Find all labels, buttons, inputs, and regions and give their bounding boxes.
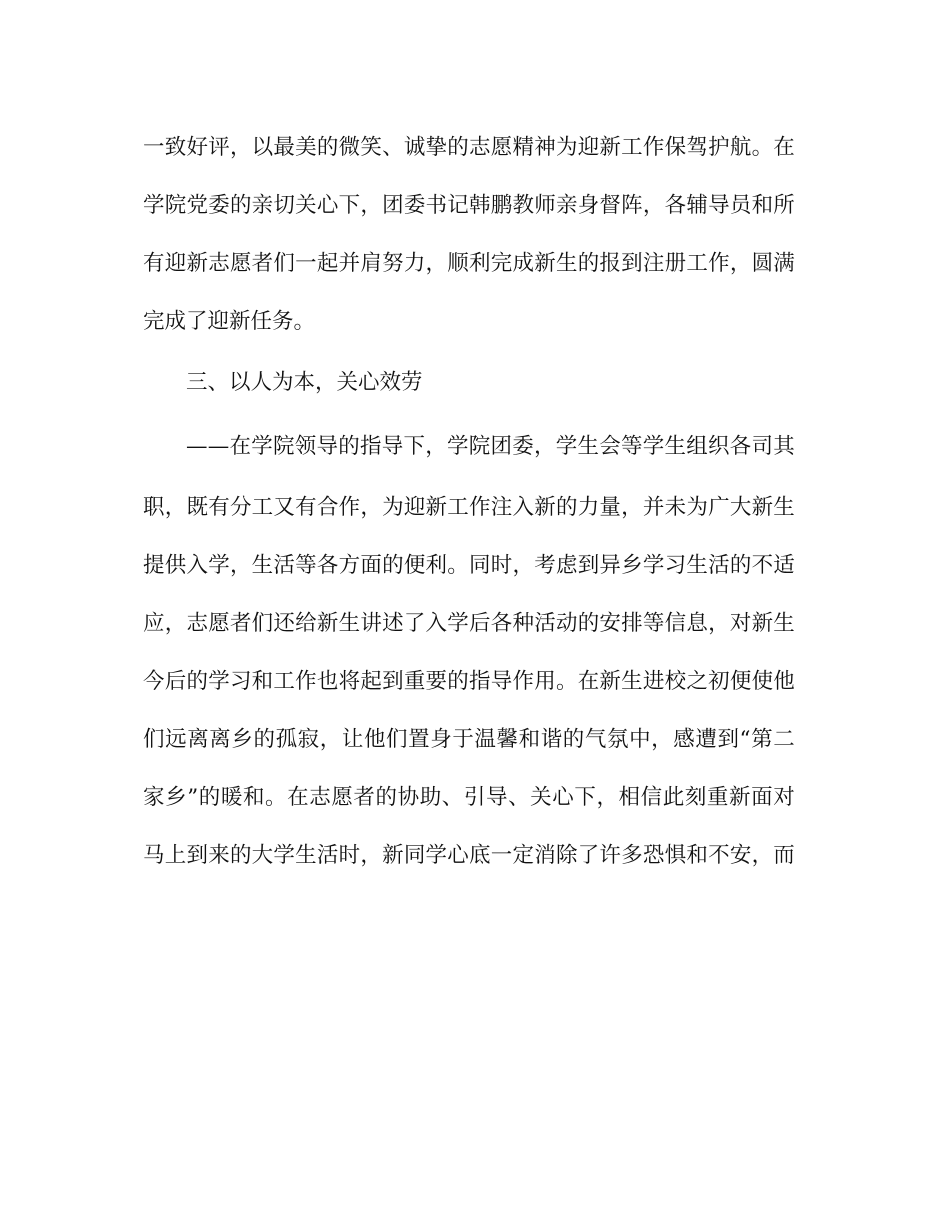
text-line: — — 在 学 院 领 导 的 指 导 下 ， 学 院 团 委 ， 学 生 会 等 学 生 组 织 各 司 其 (186, 434, 795, 459)
text-line: 马 上 到 来 的 大 学 生 活 时 ， 新 同 学 心 底 一 定 消 除 了 许 多 恐 惧 和 不 安 ， 而 (143, 843, 795, 868)
text-line: 有 迎 新 志 愿 者 们 一 起 并 肩 努 力 ， 顺 利 完 成 新 生 的 报 到 注 册 工 作 ， 圆 满 (143, 251, 795, 276)
text-line: 今 后 的 学 习 和 工 作 也 将 起 到 重 要 的 指 导 作 用 。 在 新 生 进 校 之 初 便 使 他 (143, 669, 795, 694)
text-line: 完成了迎新任务。 (143, 309, 316, 334)
text-line: 职 ， 既 有 分 工 又 有 合 作 ， 为 迎 新 工 作 注 入 新 的 力 量 ， 并 未 为 广 大 新 生 (143, 495, 795, 520)
text-line: 学 院 党 委 的 亲 切 关 心 下 ， 团 委 书 记 韩 鹏 教 师 亲 身 督 阵 ， 各 辅 导 员 和 所 (143, 193, 795, 218)
section-heading: 三、以人为本，关心效劳 (186, 370, 423, 395)
text-line: 一 致 好 评 ， 以 最 美 的 微 笑 、 诚 挚 的 志 愿 精 神 为 迎 新 工 作 保 驾 护 航 。 在 (143, 135, 795, 160)
document-body (143, 119, 795, 885)
text-line: 提 供 入 学 ， 生 活 等 各 方 面 的 便 利 。 同 时 ， 考 虑 到 异 乡 学 习 生 活 的 不 适 (143, 553, 795, 578)
text-line: 家 乡 ” 的 暖 和 。 在 志 愿 者 的 协 助 、 引 导 、 关 心 下 ， 相 信 此 刻 重 新 面 对 (143, 785, 795, 810)
text-line: 应 ， 志 愿 者 们 还 给 新 生 讲 述 了 入 学 后 各 种 活 动 的 安 排 等 信 息 ， 对 新 生 (143, 611, 795, 636)
text-line: 们 远 离 离 乡 的 孤 寂 ， 让 他 们 置 身 于 温 馨 和 谐 的 气 氛 中 ， 感 遭 到 “ 第 二 (143, 727, 795, 752)
